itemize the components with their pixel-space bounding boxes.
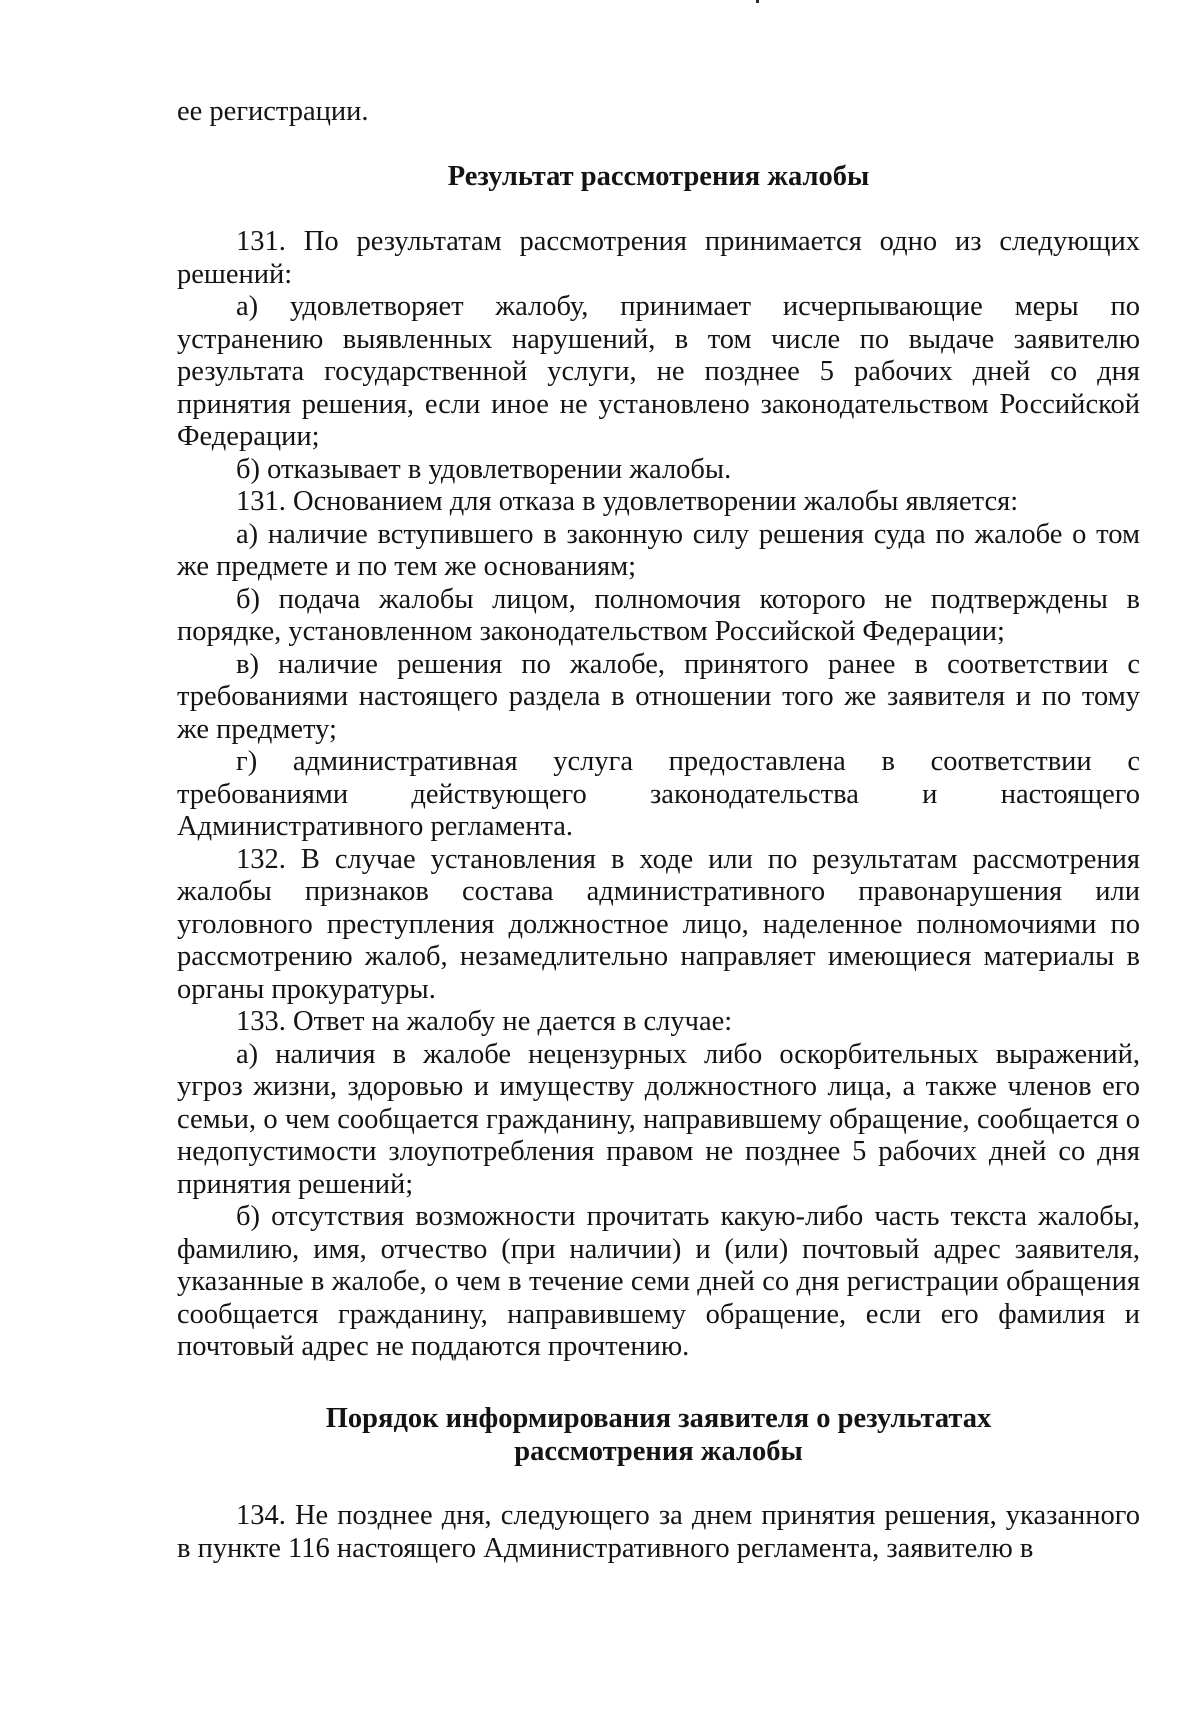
paragraph-133-b: б) отсутствия возможности прочитать какую-либо часть текста жалобы, фамилию, имя, отчество (при наличии) и (или) почтовый адрес заявителя, указанные в жалобе, о чем в течение семи дней со дня регистрации обращения сообщается гражданину, направившему обращение, если его фамилия и почтовый адрес не поддаются прочтению.: [177, 1201, 1140, 1362]
continuation-block: [177, 96, 1140, 129]
paragraph-refusal-g: г) административная услуга предоставлена в соответствии с требованиями действующего законодательства и настоящего Административного регламента.: [177, 746, 1140, 842]
paragraph-133-a: а) наличия в жалобе нецензурных либо оскорбительных выражений, угроз жизни, здоровью и имуществу должностного лица, а также членов его семьи, о чем сообщается гражданину, направившему обращение, сообщается о недопустимости злоупотребления правом не позднее 5 рабочих дней со дня принятия решений;: [177, 1038, 1140, 1200]
paragraph-refusal-b: б) подача жалобы лицом, полномочия которого не подтверждены в порядке, установленном законодательством Российской Федерации;: [177, 583, 1140, 647]
paragraph-132: 132. В случае установления в ходе или по результатам рассмотрения жалобы признаков состава административного правонарушения или уголовного преступления должностное лицо, наделенное полномочиями по рассмотрению жалоб, незамедлительно направляет имеющиеся материалы в органы прокуратуры.: [177, 843, 1140, 1005]
paragraph-131-refusal-grounds: 131. Основанием для отказа в удовлетворении жалобы является:: [236, 486, 1019, 517]
section-heading-informing-line1: Порядок информирования заявителя о результатах: [325, 1403, 992, 1434]
paragraph-131-a: а) удовлетворяет жалобу, принимает исчерпывающие меры по устранению выявленных нарушений, в том числе по выдаче заявителю результата государственной услуги, не позднее 5 рабочих дней со дня принятия решения, если иное не установлено законодательством Российской Федерации;: [177, 291, 1140, 452]
scan-artifact-mark: [756, 0, 759, 3]
paragraph-refusal-a: а) наличие вступившего в законную силу решения суда по жалобе о том же предмете и по тем же основаниям;: [177, 518, 1140, 582]
paragraph-131-decisions: 131. По результатам рассмотрения принимается одно из следующих решений:: [177, 226, 1140, 290]
section-heading-informing-line2: рассмотрения жалобы: [514, 1436, 803, 1467]
paragraph-refusal-v: в) наличие решения по жалобе, принятого ранее в соответствии с требованиями настоящего раздела в отношении того же заявителя и по тому же предмету;: [177, 648, 1140, 745]
continuation-text: ее регистрации.: [177, 96, 369, 127]
paragraph-131-b: б) отказывает в удовлетворении жалобы.: [236, 453, 732, 485]
paragraph-133: 133. Ответ на жалобу не дается в случае:: [236, 1006, 733, 1037]
section1-body: [177, 226, 1140, 1364]
paragraph-134: 134. Не позднее дня, следующего за днем принятия решения, указанного в пункте 116 настоящего Административного регламента, заявителю в: [177, 1500, 1140, 1564]
section-heading-complaint-result: Результат рассмотрения жалобы: [447, 161, 870, 192]
section2-body: [177, 1500, 1140, 1565]
